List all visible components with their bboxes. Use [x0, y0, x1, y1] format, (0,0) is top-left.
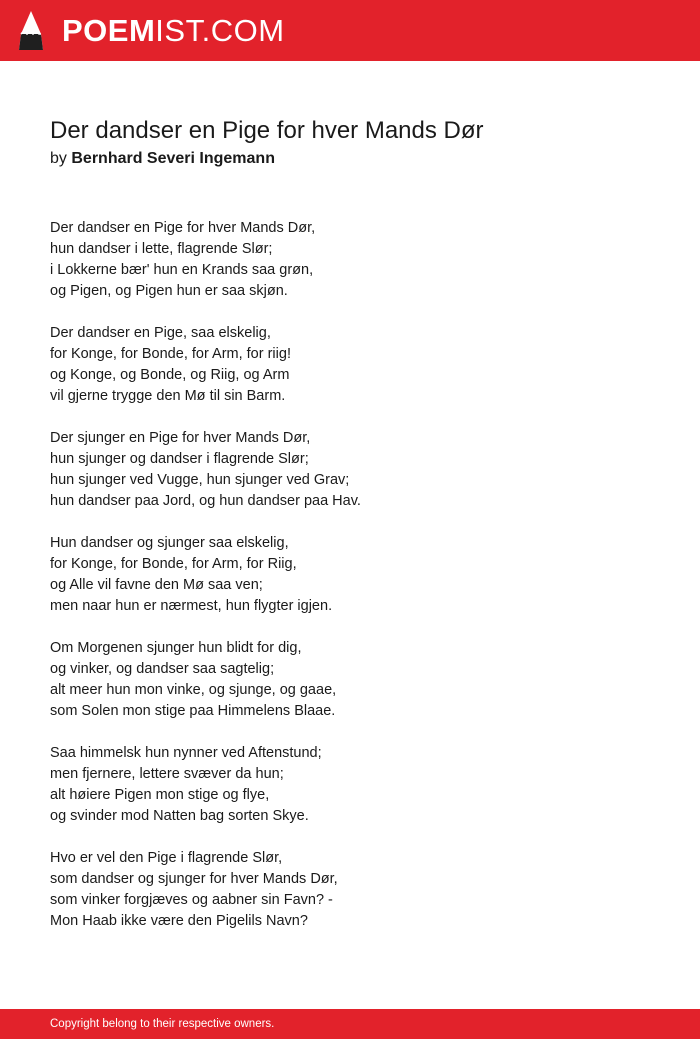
poem-line: hun sjunger og dandser i flagrende Slør;: [50, 451, 309, 467]
poem-line: og vinker, og dandser saa sagtelig;: [50, 661, 275, 677]
stanza: [50, 428, 650, 512]
poem-line: og svinder mod Natten bag sorten Skye.: [50, 808, 309, 824]
stanza: [50, 218, 650, 302]
poem-line: som vinker forgjæves og aabner sin Favn? -: [50, 892, 333, 908]
stanza: [50, 743, 650, 827]
poem-line: som dandser og sjunger for hver Mands Dør,: [50, 871, 338, 887]
logo-brand-bold: POEM: [62, 13, 156, 48]
stanza: [50, 638, 650, 722]
poem-byline: [50, 148, 275, 170]
poem-line: Der dandser en Pige for hver Mands Dør,: [50, 220, 316, 236]
poem-line: alt meer hun mon vinke, og sjunge, og gaae,: [50, 682, 337, 698]
poem-line: Om Morgenen sjunger hun blidt for dig,: [50, 640, 302, 656]
poem-line: i Lokkerne bær' hun en Krands saa grøn,: [50, 262, 314, 278]
poem-line: og Konge, og Bonde, og Riig, og Arm: [50, 367, 290, 383]
poem-author: Bernhard Severi Ingemann: [71, 150, 275, 167]
poem-line: Der dandser en Pige, saa elskelig,: [50, 325, 271, 341]
copyright-notice: Copyright belong to their respective owners.: [50, 1018, 275, 1030]
poem-line: og Pigen, og Pigen hun er saa skjøn.: [50, 283, 288, 299]
poem-line: alt høiere Pigen mon stige og flye,: [50, 787, 270, 803]
poem-body: [50, 218, 650, 953]
poem-title: Der dandser en Pige for hver Mands Dør: [50, 117, 484, 144]
poem-line: Mon Haab ikke være den Pigelils Navn?: [50, 913, 308, 929]
byline-prefix: by: [50, 150, 67, 167]
poem-line: men naar hun er nærmest, hun flygter igjen.: [50, 598, 333, 614]
poem-line: som Solen mon stige paa Himmelens Blaae.: [50, 703, 336, 719]
poem-line: og Alle vil favne den Mø saa ven;: [50, 577, 263, 593]
poem-line: for Konge, for Bonde, for Arm, for riig!: [50, 346, 291, 362]
site-header: [0, 0, 700, 61]
poem-line: Hvo er vel den Pige i flagrende Slør,: [50, 850, 283, 866]
stanza: [50, 848, 650, 932]
site-footer: [0, 1009, 700, 1039]
poem-line: hun dandser i lette, flagrende Slør;: [50, 241, 273, 257]
poem-line: hun sjunger ved Vugge, hun sjunger ved Grav;: [50, 472, 350, 488]
pencil-icon[interactable]: [18, 10, 44, 52]
poem-line: Hun dandser og sjunger saa elskelig,: [50, 535, 289, 551]
logo-brand-light: IST.COM: [155, 13, 285, 48]
poem-line: vil gjerne trygge den Mø til sin Barm.: [50, 388, 286, 404]
poem-line: Saa himmelsk hun nynner ved Aftenstund;: [50, 745, 322, 761]
site-logo[interactable]: [62, 12, 285, 50]
poem-line: men fjernere, lettere svæver da hun;: [50, 766, 284, 782]
poem-line: Der sjunger en Pige for hver Mands Dør,: [50, 430, 311, 446]
stanza: [50, 533, 650, 617]
poem-line: hun dandser paa Jord, og hun dandser paa Hav.: [50, 493, 361, 509]
poem-line: for Konge, for Bonde, for Arm, for Riig,: [50, 556, 297, 572]
stanza: [50, 323, 650, 407]
